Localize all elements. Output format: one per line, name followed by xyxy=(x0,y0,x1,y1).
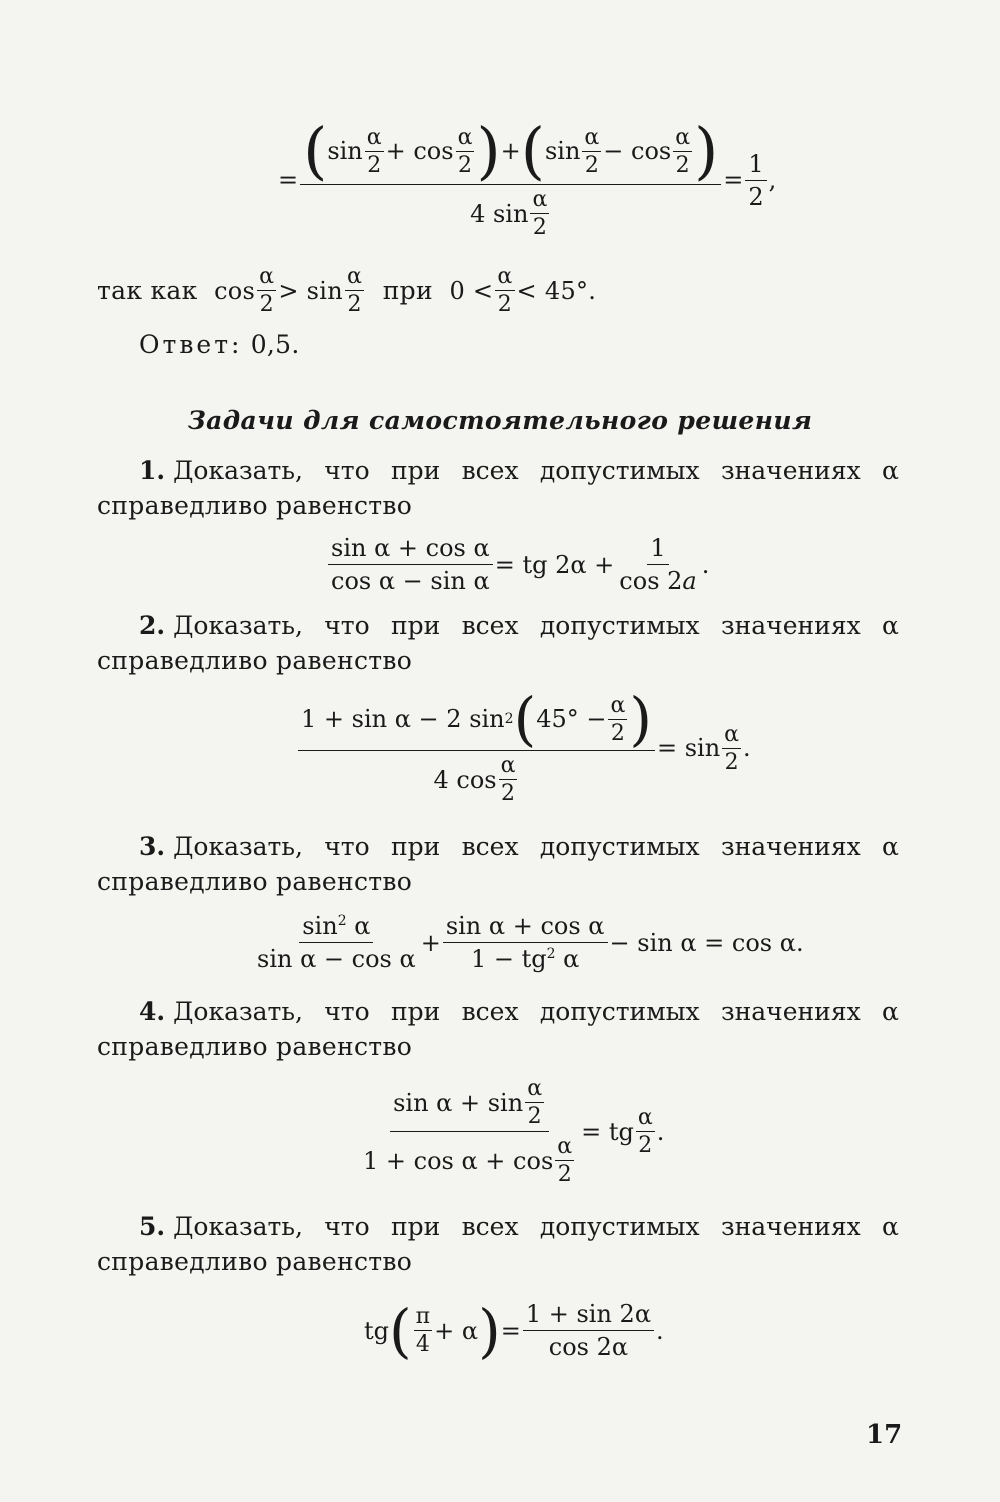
main-fraction: ( sin $\frac{\alpha}{2}$ + cos $\frac{\alpha}{2}$ ) + ( sin $\frac{\alpha}{2}$ − cos $\frac{\alpha}{2}$ ) 4 sin $\frac{\alpha}{2}$ xyxy=(300,120,721,240)
problem-1-statement: 1. Доказать, что при всех допустимых значениях α справедливо равенство xyxy=(97,456,899,520)
condition-line: так как cos $\frac{\alpha}{2}$ > sin $\frac{\alpha}{2}$ при 0 < $\frac{\alpha}{2}$ < 45°. xyxy=(97,264,597,317)
answer-line: Ответ: 0,5. xyxy=(139,330,300,359)
problem-2-formula: 1 + sin α − 2 sin 2 ( 45° − $\frac{\alpha}{2}$ ) 4 cos $\frac{\alpha}{2}$ = sin $\frac{\alpha}{2}$ . xyxy=(296,690,751,806)
equals-sign: = xyxy=(278,166,299,194)
problem-3-formula: $\frac{\sin^2 \alpha}{\text{sin α − cos α}}$ + $\frac{\text{sin α + cos α}}{1 - tg^2 \alpha}$ − sin α = cos α. xyxy=(257,912,804,973)
top-formula: = ( sin $\frac{\alpha}{2}$ + cos $\frac{\alpha}{2}$ ) + ( sin $\frac{\alpha}{2}$ − cos $\frac{\alpha}{2}$ ) 4 sin $\frac{\alpha}{2}$ = $\frac{1}{2}$ , xyxy=(278,114,777,240)
result-fraction: $\frac{1}{2}$ xyxy=(745,150,766,211)
problem-5-statement: 5. Доказать, что при всех допустимых значениях α справедливо равенство xyxy=(97,1212,899,1276)
page-number: 17 xyxy=(866,1420,903,1450)
problem-2-statement: 2. Доказать, что при всех допустимых значениях α справедливо равенство xyxy=(97,611,899,675)
section-title: Задачи для самостоятельного решения xyxy=(187,406,813,435)
problem-4-formula: sin α + sin $\frac{\alpha}{2}$ 1 + cos α + cos $\frac{\alpha}{2}$ = tg $\frac{\alpha}{2}$ . xyxy=(363,1076,665,1187)
problem-4-statement: 4. Доказать, что при всех допустимых значениях α справедливо равенство xyxy=(97,997,899,1061)
problem-5-formula: tg ( $\frac{\pi}{4}$ + α ) = $\frac{1 + \sin 2\alpha}{\cos 2\alpha}$ . xyxy=(364,1296,664,1365)
problem-3-statement: 3. Доказать, что при всех допустимых значениях α справедливо равенство xyxy=(97,832,899,896)
problem-1-formula: $\frac{\text{sin α + cos α}}{\text{cos α − sin α}}$ = tg 2α + $\frac{1}{\cos 2a}$ . xyxy=(326,534,709,595)
